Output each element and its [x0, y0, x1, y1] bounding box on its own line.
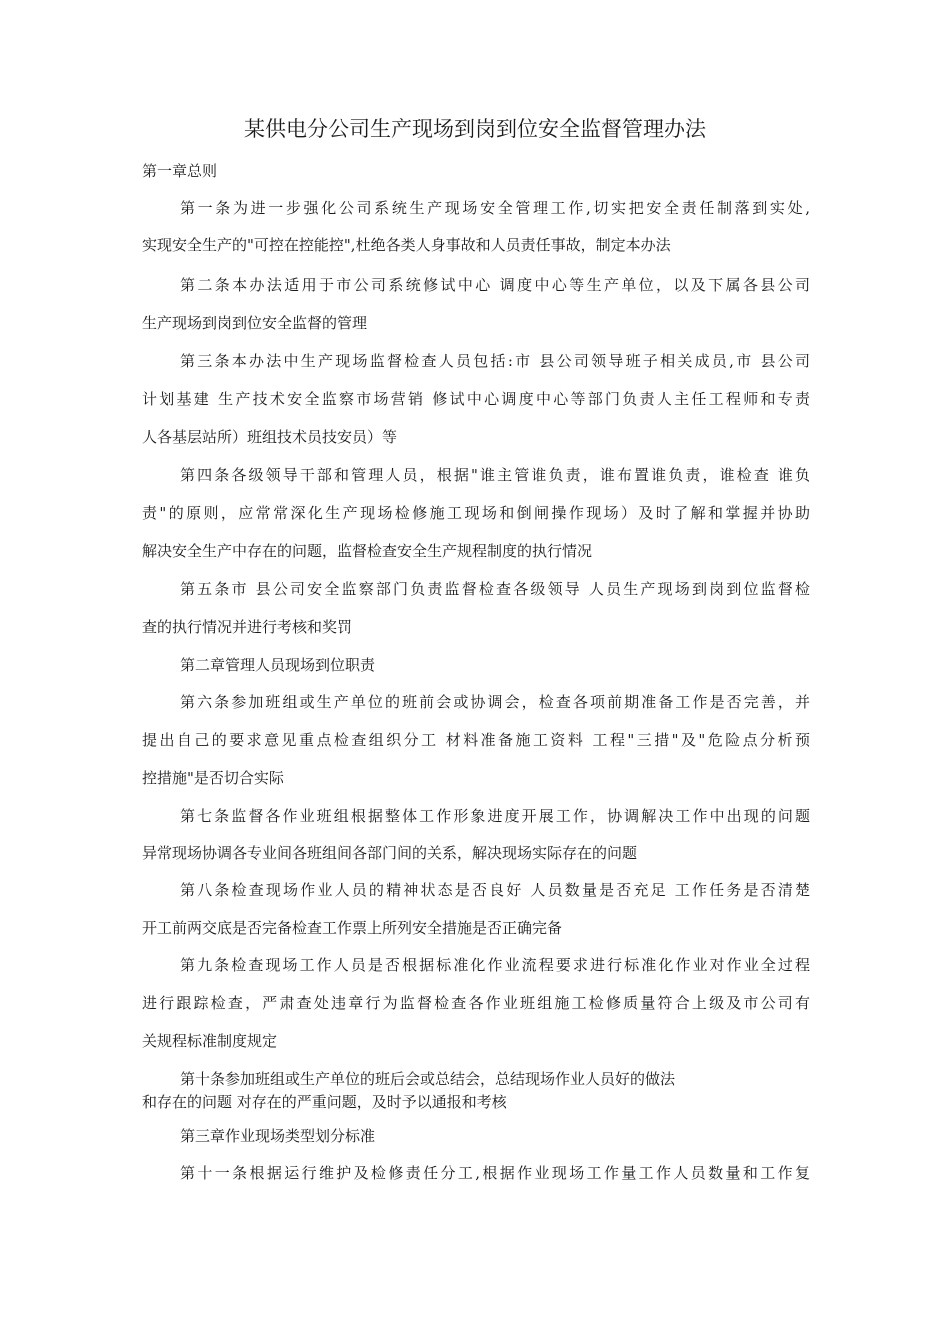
paragraph-line: 第十一条根据运行维护及检修责任分工,根据作业现场工作量工作人员数量和工作复: [180, 1164, 810, 1182]
paragraph-line: 进行跟踪检查，严肃查处违章行为监督检查各作业班组施工检修质量符合上级及市公司有: [142, 994, 810, 1012]
paragraph-line: 第十条参加班组或生产单位的班后会或总结会，总结现场作业人员好的做法: [180, 1070, 676, 1088]
paragraph-line: 计划基建 生产技术安全监察市场营销 修试中心调度中心等部门负责人主任工程师和专责: [142, 390, 810, 408]
paragraph-line: 第一条为进一步强化公司系统生产现场安全管理工作,切实把安全责任制落到实处,: [180, 199, 810, 217]
paragraph-line: 查的执行情况并进行考核和奖罚: [142, 618, 353, 636]
paragraph-line: 控措施"是否切合实际: [142, 769, 284, 787]
paragraph-line: 解决安全生产中存在的问题，监督检查安全生产规程制度的执行情况: [142, 542, 593, 560]
paragraph-line: 第三条本办法中生产现场监督检查人员包括:市 县公司领导班子相关成员,市 县公司: [180, 352, 810, 370]
paragraph-line: 开工前两交底是否完备检查工作票上所列安全措施是否正确完备: [142, 919, 563, 937]
paragraph-line: 第四条各级领导干部和管理人员，根据"谁主管谁负责，谁布置谁负责，谁检查 谁负: [180, 466, 810, 484]
paragraph-line: 和存在的问题 对存在的严重问题，及时予以通报和考核: [142, 1093, 507, 1111]
paragraph-line: 异常现场协调各专业间各班组间各部门间的关系，解决现场实际存在的问题: [142, 844, 638, 862]
chapter-heading: 第三章作业现场类型划分标准: [180, 1127, 376, 1145]
paragraph-line: 第八条检查现场作业人员的精神状态是否良好 人员数量是否充足 工作任务是否清楚: [180, 881, 810, 899]
paragraph-line: 第九条检查现场工作人员是否根据标准化作业流程要求进行标准化作业对作业全过程: [180, 956, 810, 974]
paragraph-line: 人各基层站所）班组技术员技安员）等: [142, 428, 398, 446]
paragraph-line: 第六条参加班组或生产单位的班前会或协调会，检查各项前期准备工作是否完善，并: [180, 693, 810, 711]
paragraph-line: 第七条监督各作业班组根据整体工作形象进度开展工作，协调解决工作中出现的问题: [180, 807, 810, 825]
chapter-heading: 第二章管理人员现场到位职责: [180, 656, 376, 674]
paragraph-line: 生产现场到岗到位安全监督的管理: [142, 314, 368, 332]
paragraph-line: 责"的原则，应常常深化生产现场检修施工现场和倒闸操作现场）及时了解和掌握并协助: [142, 504, 810, 522]
paragraph-line: 实现安全生产的"可控在控能控",杜绝各类人身事故和人员责任事故，制定本办法: [142, 236, 671, 254]
paragraph-line: 关规程标准制度规定: [142, 1032, 278, 1050]
chapter-heading: 第一章总则: [142, 162, 218, 180]
paragraph-line: 第五条市 县公司安全监察部门负责监督检查各级领导 人员生产现场到岗到位监督检: [180, 580, 810, 598]
paragraph-line: 第二条本办法适用于市公司系统修试中心 调度中心等生产单位，以及下属各县公司: [180, 276, 810, 294]
document-title: 某供电分公司生产现场到岗到位安全监督管理办法: [244, 117, 706, 141]
paragraph-line: 提出自己的要求意见重点检查组织分工 材料准备施工资料 工程"三措"及"危险点分析预: [142, 731, 810, 749]
